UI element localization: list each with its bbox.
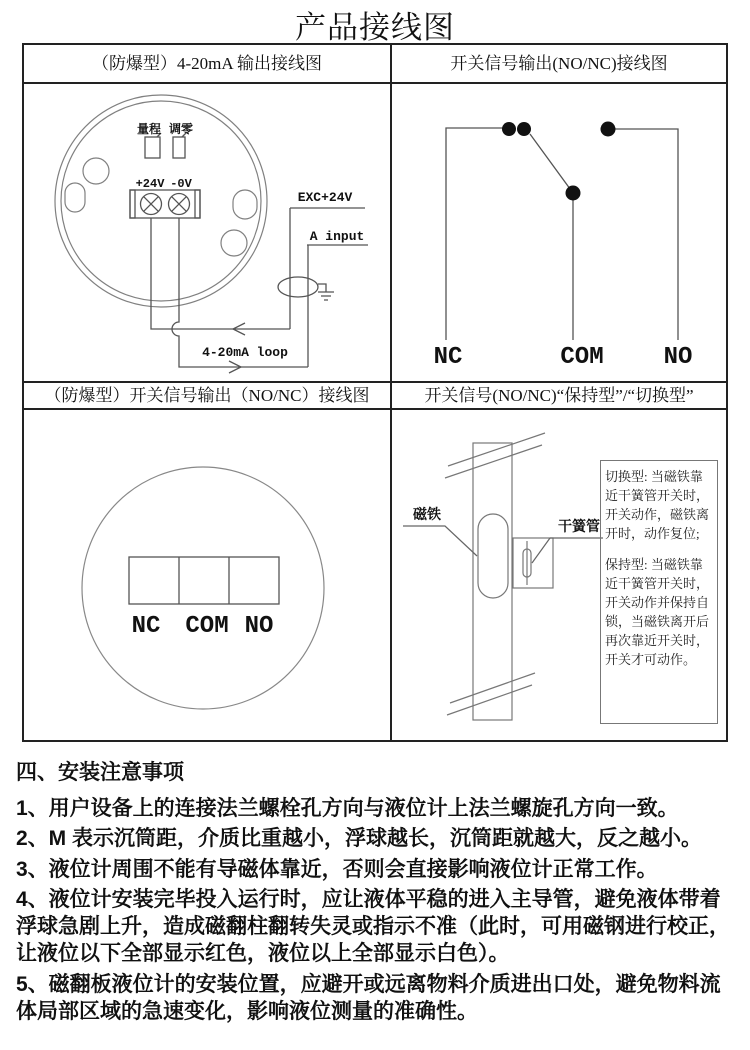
installation-notes-section [16, 756, 738, 1028]
terminal-strip-body [129, 557, 279, 604]
terminal-strip-dividers [179, 557, 229, 604]
terminal-strip [129, 557, 279, 604]
wire-positive [151, 218, 290, 329]
header-hold-toggle-type: 开关信号(NO/NC)“保持型”/“切换型” [424, 386, 694, 405]
terminal-pos-label: +24V [135, 177, 165, 191]
diagram-4-20ma [24, 84, 390, 381]
diagram-switch-output [392, 84, 726, 381]
nc-wire [446, 128, 509, 340]
contact-dot-com [566, 186, 581, 201]
diagram-reed-cell [392, 410, 726, 740]
hold-type-note: 保持型: 当磁铁靠近干簧管开关时，开关动作并保持自锁，当磁铁离开后再次靠近开关时，开关才可动作。 [605, 557, 710, 667]
reed-housing [513, 538, 553, 588]
switch-wiring [446, 128, 678, 340]
housing-notch [233, 190, 257, 219]
reed-label: 干簧管 [558, 520, 600, 535]
com-label: COM [185, 613, 229, 640]
page-title: 产品接线图 [295, 10, 455, 45]
housing-notch [65, 183, 85, 212]
wiring-diagram-table [22, 43, 728, 742]
magnet-leader-line [403, 526, 477, 556]
com-label: COM [560, 344, 604, 371]
tube-body [473, 443, 512, 720]
a-input-label: A input [309, 229, 365, 244]
nc-label: NC [433, 344, 463, 371]
switch-type-note-box [600, 460, 718, 724]
nc-label: NC [131, 613, 161, 640]
zero-pot-body [173, 137, 185, 158]
zero-pot-label: 调零 [168, 122, 194, 136]
diagram-4-20ma-cell [24, 84, 390, 381]
contact-dot [502, 122, 516, 136]
diagram-switch-cell [392, 84, 726, 381]
terminal-block [130, 190, 200, 218]
loop-meter [278, 277, 318, 297]
header-switch-output: 开关信号输出(NO/NC)接线图 [450, 54, 668, 73]
terminal-block-endplate [195, 190, 200, 218]
install-note-5: 5、磁翻板液位计的安装位置，应避开或远离物料介质进出口处，避免物料流体局部区域的急速变化，影响液位测量的准确性。 [16, 972, 721, 1024]
header-4-20ma-output: （防爆型）4-20mA 输出接线图 [92, 54, 322, 73]
reed-assembly [513, 538, 553, 588]
terminal-block-endplate [130, 190, 135, 218]
diagram-exproof-switch-cell [24, 410, 390, 740]
range-pot-body [145, 137, 160, 158]
tube-break-top [445, 433, 545, 478]
contact-dot [517, 122, 531, 136]
diagram-exproof-switch [24, 410, 390, 740]
install-note-2: 2、M 表示沉筒距，介质比重越小，浮球越长，沉筒距就越大，反之越小。 [16, 827, 703, 851]
switch-contacts [502, 122, 616, 201]
mount-hole [83, 158, 109, 184]
contact-dot-no [601, 122, 616, 137]
no-label: NO [244, 613, 274, 640]
exc-label: EXC+24V [297, 190, 353, 205]
install-note-4: 4、液位计安装完毕投入运行时，应让液体平稳的进入主导管，避免液体带着浮球急剧上升，造成磁翻柱翻转失灵或指示不准（此时，可用磁钢进行校正，让液位以下全部显示红色，液位以上全部显示白色）。 [16, 887, 730, 966]
ground-lead [318, 284, 326, 292]
toggle-type-note: 切换型: 当磁铁靠近干簧管开关时，开关动作，磁铁离开时，动作复位; [605, 469, 710, 541]
potentiometers [145, 133, 186, 158]
no-label: NO [663, 344, 693, 371]
mount-hole [221, 230, 247, 256]
installation-notes-heading: 四、安装注意事项 [16, 761, 184, 784]
range-pot-label: 量程 [136, 122, 162, 136]
com-wire [530, 134, 573, 340]
guide-tube [445, 433, 545, 720]
loop-label: 4-20mA loop [202, 345, 288, 360]
reed-leader-line [532, 538, 550, 563]
terminal-screw-cross [172, 197, 187, 212]
magnet-label: 磁铁 [413, 508, 441, 523]
terminal-screw-cross [144, 197, 159, 212]
terminal-neg-label: -0V [170, 177, 192, 191]
ground-icon [318, 292, 334, 300]
tube-break-bottom [447, 673, 535, 715]
header-exproof-switch-output: （防爆型）开关信号输出（NO/NC）接线图 [44, 386, 370, 405]
housing-circle [82, 467, 324, 709]
install-note-3: 3、液位计周围不能有导磁体靠近，否则会直接影响液位计正常工作。 [16, 857, 658, 881]
install-note-1: 1、用户设备上的连接法兰螺栓孔方向与液位计上法兰螺旋孔方向一致。 [16, 797, 679, 820]
magnet-float [478, 514, 508, 598]
no-wire [608, 129, 678, 340]
